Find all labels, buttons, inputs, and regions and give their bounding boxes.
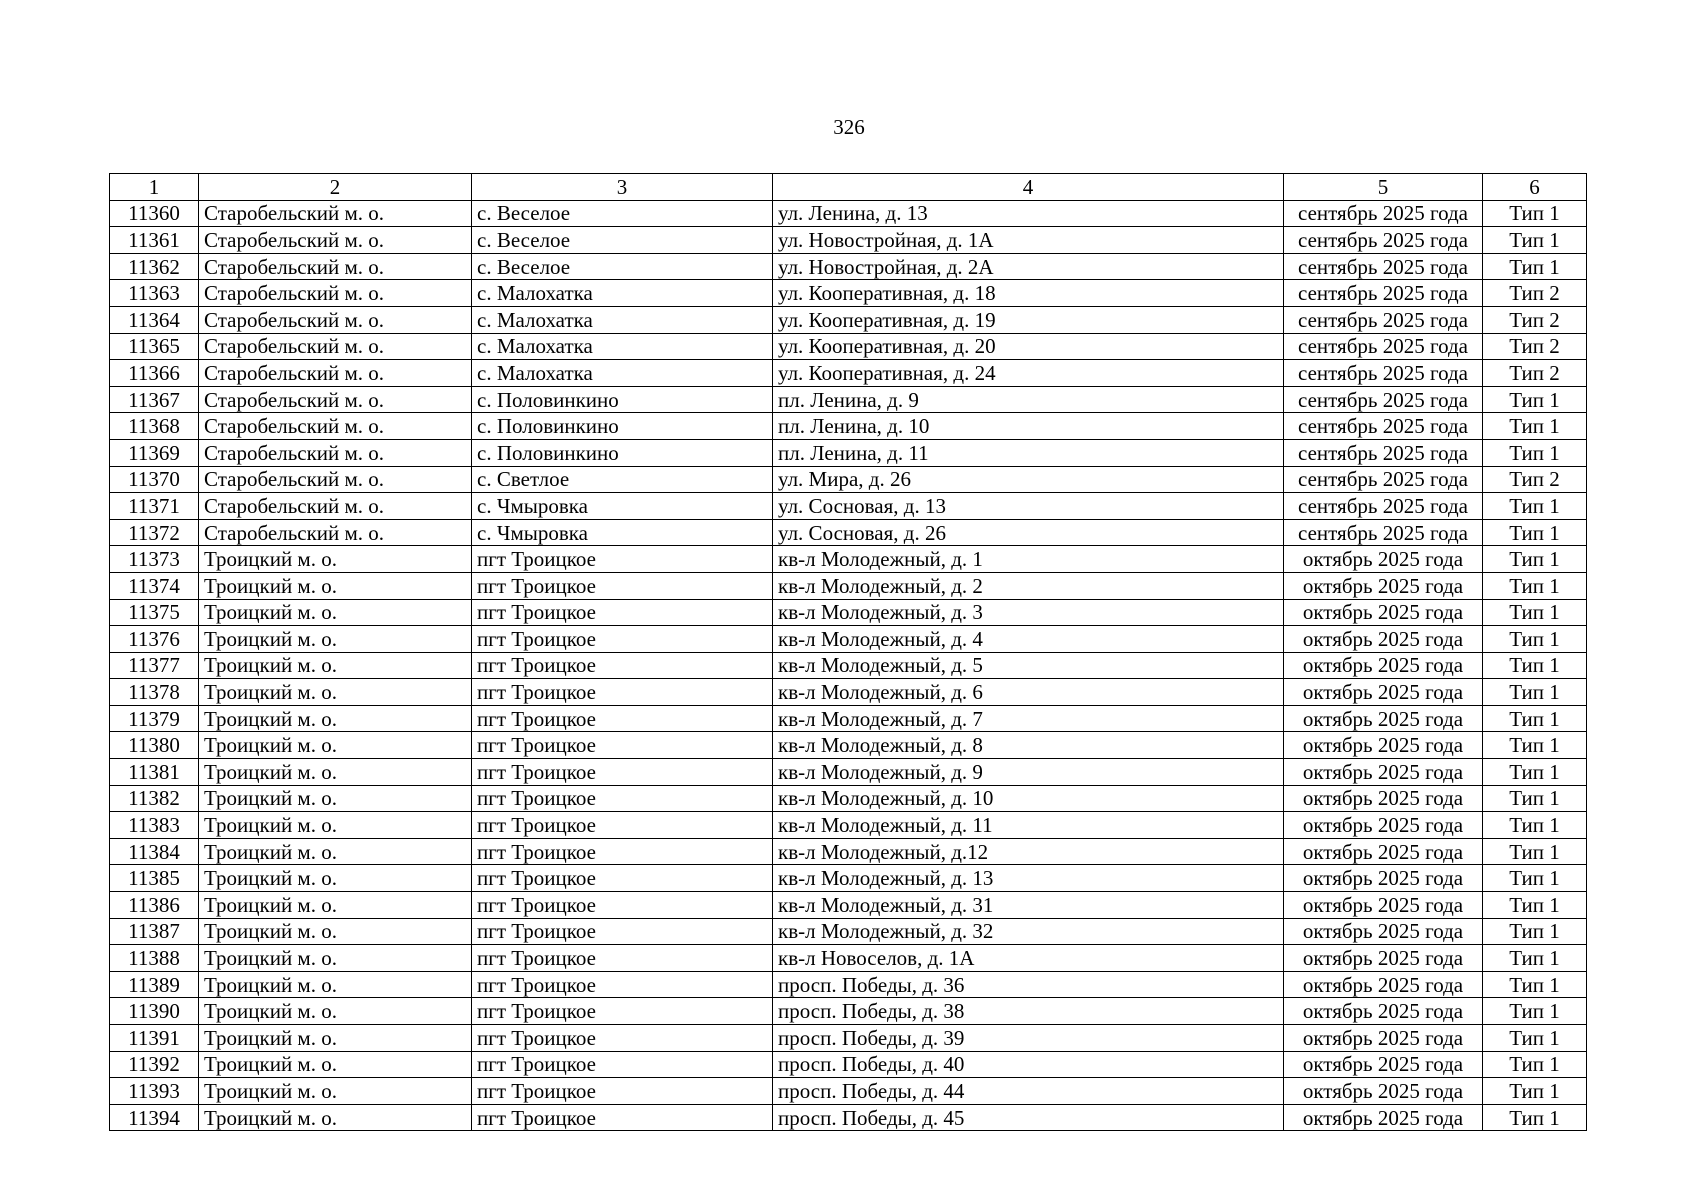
district-cell: Старобельский м. о. [199,227,472,254]
row-number-cell: 11374 [110,572,199,599]
row-number-cell: 11392 [110,1051,199,1078]
district-cell: Троицкий м. о. [199,1051,472,1078]
period-cell: октябрь 2025 года [1284,1025,1483,1052]
type-cell: Тип 2 [1483,306,1587,333]
table-row [110,306,1587,333]
settlement-cell: пгт Троицкое [472,812,773,839]
district-cell: Старобельский м. о. [199,306,472,333]
table-row [110,519,1587,546]
row-number-cell: 11362 [110,253,199,280]
type-cell: Тип 1 [1483,439,1587,466]
table-row [110,572,1587,599]
district-cell: Троицкий м. о. [199,679,472,706]
settlement-cell: пгт Троицкое [472,785,773,812]
column-header: 4 [773,174,1284,201]
district-cell: Троицкий м. о. [199,1025,472,1052]
address-cell: ул. Кооперативная, д. 19 [773,306,1284,333]
table-row [110,679,1587,706]
type-cell: Тип 1 [1483,865,1587,892]
district-cell: Троицкий м. о. [199,838,472,865]
type-cell: Тип 1 [1483,705,1587,732]
row-number-cell: 11360 [110,200,199,227]
address-cell: ул. Ленина, д. 13 [773,200,1284,227]
row-number-cell: 11370 [110,466,199,493]
type-cell: Тип 1 [1483,1051,1587,1078]
table-row [110,945,1587,972]
settlement-cell: с. Малохатка [472,333,773,360]
settlement-cell: пгт Троицкое [472,572,773,599]
period-cell: октябрь 2025 года [1284,626,1483,653]
table-row [110,386,1587,413]
row-number-cell: 11367 [110,386,199,413]
district-cell: Старобельский м. о. [199,439,472,466]
address-cell: просп. Победы, д. 40 [773,1051,1284,1078]
settlement-cell: с. Веселое [472,200,773,227]
address-cell: кв-л Молодежный, д. 4 [773,626,1284,653]
type-cell: Тип 1 [1483,971,1587,998]
settlement-cell: с. Малохатка [472,280,773,307]
period-cell: октябрь 2025 года [1284,918,1483,945]
type-cell: Тип 1 [1483,572,1587,599]
row-number-cell: 11373 [110,546,199,573]
address-cell: ул. Сосновая, д. 26 [773,519,1284,546]
address-cell: кв-л Молодежный, д. 3 [773,599,1284,626]
district-cell: Старобельский м. о. [199,200,472,227]
settlement-cell: пгт Троицкое [472,945,773,972]
settlement-cell: пгт Троицкое [472,998,773,1025]
address-cell: кв-л Молодежный, д. 11 [773,812,1284,839]
settlement-cell: пгт Троицкое [472,599,773,626]
district-cell: Троицкий м. о. [199,599,472,626]
type-cell: Тип 1 [1483,812,1587,839]
district-cell: Старобельский м. о. [199,280,472,307]
type-cell: Тип 1 [1483,1025,1587,1052]
type-cell: Тип 1 [1483,200,1587,227]
address-cell: кв-л Молодежный, д. 5 [773,652,1284,679]
table-row [110,838,1587,865]
settlement-cell: пгт Троицкое [472,546,773,573]
district-cell: Старобельский м. о. [199,333,472,360]
type-cell: Тип 1 [1483,652,1587,679]
table-row [110,918,1587,945]
period-cell: октябрь 2025 года [1284,546,1483,573]
row-number-cell: 11376 [110,626,199,653]
period-cell: октябрь 2025 года [1284,865,1483,892]
period-cell: сентябрь 2025 года [1284,386,1483,413]
settlement-cell: с. Чмыровка [472,519,773,546]
period-cell: сентябрь 2025 года [1284,227,1483,254]
table-row [110,200,1587,227]
type-cell: Тип 1 [1483,1078,1587,1105]
district-cell: Троицкий м. о. [199,732,472,759]
address-cell: кв-л Молодежный, д. 9 [773,759,1284,786]
address-cell: кв-л Молодежный, д.12 [773,838,1284,865]
period-cell: сентябрь 2025 года [1284,200,1483,227]
row-number-cell: 11381 [110,759,199,786]
row-number-cell: 11375 [110,599,199,626]
district-cell: Троицкий м. о. [199,812,472,839]
address-cell: просп. Победы, д. 39 [773,1025,1284,1052]
district-cell: Старобельский м. о. [199,519,472,546]
column-header: 3 [472,174,773,201]
row-number-cell: 11379 [110,705,199,732]
address-cell: кв-л Молодежный, д. 10 [773,785,1284,812]
table-row [110,466,1587,493]
address-cell: кв-л Молодежный, д. 31 [773,892,1284,919]
settlement-cell: пгт Троицкое [472,1078,773,1105]
district-cell: Троицкий м. о. [199,572,472,599]
row-number-cell: 11365 [110,333,199,360]
district-cell: Троицкий м. о. [199,1104,472,1131]
address-cell: пл. Ленина, д. 9 [773,386,1284,413]
period-cell: сентябрь 2025 года [1284,280,1483,307]
table-row [110,439,1587,466]
period-cell: октябрь 2025 года [1284,971,1483,998]
address-cell: пл. Ленина, д. 11 [773,439,1284,466]
row-number-cell: 11393 [110,1078,199,1105]
period-cell: октябрь 2025 года [1284,572,1483,599]
address-cell: ул. Кооперативная, д. 24 [773,360,1284,387]
period-cell: сентябрь 2025 года [1284,333,1483,360]
settlement-cell: с. Половинкино [472,413,773,440]
row-number-cell: 11382 [110,785,199,812]
district-cell: Троицкий м. о. [199,652,472,679]
row-number-cell: 11380 [110,732,199,759]
row-number-cell: 11385 [110,865,199,892]
settlement-cell: с. Половинкино [472,386,773,413]
period-cell: сентябрь 2025 года [1284,519,1483,546]
type-cell: Тип 1 [1483,945,1587,972]
settlement-cell: с. Светлое [472,466,773,493]
type-cell: Тип 1 [1483,413,1587,440]
settlement-cell: пгт Троицкое [472,626,773,653]
address-cell: кв-л Молодежный, д. 6 [773,679,1284,706]
period-cell: октябрь 2025 года [1284,945,1483,972]
period-cell: октябрь 2025 года [1284,812,1483,839]
period-cell: сентябрь 2025 года [1284,413,1483,440]
registry-table [109,173,1587,1131]
table-row [110,1051,1587,1078]
type-cell: Тип 1 [1483,892,1587,919]
table-row [110,253,1587,280]
period-cell: октябрь 2025 года [1284,759,1483,786]
period-cell: октябрь 2025 года [1284,679,1483,706]
settlement-cell: пгт Троицкое [472,705,773,732]
row-number-cell: 11364 [110,306,199,333]
settlement-cell: с. Малохатка [472,306,773,333]
row-number-cell: 11378 [110,679,199,706]
settlement-cell: с. Веселое [472,227,773,254]
address-cell: ул. Кооперативная, д. 18 [773,280,1284,307]
address-cell: кв-л Молодежный, д. 32 [773,918,1284,945]
settlement-cell: пгт Троицкое [472,759,773,786]
period-cell: октябрь 2025 года [1284,705,1483,732]
district-cell: Троицкий м. о. [199,892,472,919]
type-cell: Тип 2 [1483,466,1587,493]
district-cell: Троицкий м. о. [199,1078,472,1105]
address-cell: просп. Победы, д. 45 [773,1104,1284,1131]
table-row [110,785,1587,812]
row-number-cell: 11384 [110,838,199,865]
settlement-cell: пгт Троицкое [472,865,773,892]
type-cell: Тип 1 [1483,493,1587,520]
table-row [110,652,1587,679]
settlement-cell: пгт Троицкое [472,1025,773,1052]
settlement-cell: пгт Троицкое [472,652,773,679]
address-cell: просп. Победы, д. 38 [773,998,1284,1025]
district-cell: Троицкий м. о. [199,918,472,945]
settlement-cell: пгт Троицкое [472,918,773,945]
address-cell: просп. Победы, д. 44 [773,1078,1284,1105]
table-row [110,892,1587,919]
address-cell: ул. Новостройная, д. 1А [773,227,1284,254]
type-cell: Тип 1 [1483,253,1587,280]
row-number-cell: 11366 [110,360,199,387]
settlement-cell: с. Половинкино [472,439,773,466]
period-cell: сентябрь 2025 года [1284,439,1483,466]
address-cell: кв-л Молодежный, д. 13 [773,865,1284,892]
type-cell: Тип 1 [1483,838,1587,865]
address-cell: ул. Новостройная, д. 2А [773,253,1284,280]
settlement-cell: с. Веселое [472,253,773,280]
row-number-cell: 11389 [110,971,199,998]
table-header-row [110,174,1587,201]
district-cell: Троицкий м. о. [199,546,472,573]
district-cell: Троицкий м. о. [199,945,472,972]
row-number-cell: 11390 [110,998,199,1025]
period-cell: сентябрь 2025 года [1284,466,1483,493]
address-cell: кв-л Молодежный, д. 1 [773,546,1284,573]
period-cell: октябрь 2025 года [1284,1051,1483,1078]
type-cell: Тип 1 [1483,679,1587,706]
table-row [110,998,1587,1025]
period-cell: сентябрь 2025 года [1284,493,1483,520]
column-header: 6 [1483,174,1587,201]
column-header: 1 [110,174,199,201]
table-row [110,413,1587,440]
table-row [110,360,1587,387]
period-cell: сентябрь 2025 года [1284,253,1483,280]
settlement-cell: пгт Троицкое [472,679,773,706]
period-cell: октябрь 2025 года [1284,652,1483,679]
row-number-cell: 11394 [110,1104,199,1131]
table-row [110,812,1587,839]
column-header: 2 [199,174,472,201]
table-row [110,971,1587,998]
type-cell: Тип 1 [1483,599,1587,626]
district-cell: Троицкий м. о. [199,759,472,786]
table-row [110,493,1587,520]
address-cell: пл. Ленина, д. 10 [773,413,1284,440]
row-number-cell: 11363 [110,280,199,307]
district-cell: Старобельский м. о. [199,360,472,387]
table-row [110,599,1587,626]
table-row [110,759,1587,786]
table-row [110,626,1587,653]
period-cell: октябрь 2025 года [1284,998,1483,1025]
settlement-cell: с. Чмыровка [472,493,773,520]
period-cell: сентябрь 2025 года [1284,360,1483,387]
type-cell: Тип 2 [1483,360,1587,387]
table-row [110,705,1587,732]
period-cell: октябрь 2025 года [1284,599,1483,626]
settlement-cell: пгт Троицкое [472,732,773,759]
address-cell: ул. Сосновая, д. 13 [773,493,1284,520]
district-cell: Старобельский м. о. [199,413,472,440]
row-number-cell: 11387 [110,918,199,945]
row-number-cell: 11371 [110,493,199,520]
address-cell: ул. Кооперативная, д. 20 [773,333,1284,360]
settlement-cell: пгт Троицкое [472,971,773,998]
type-cell: Тип 2 [1483,280,1587,307]
type-cell: Тип 1 [1483,227,1587,254]
address-cell: кв-л Новоселов, д. 1А [773,945,1284,972]
district-cell: Старобельский м. о. [199,253,472,280]
district-cell: Троицкий м. о. [199,626,472,653]
row-number-cell: 11368 [110,413,199,440]
table-row [110,1025,1587,1052]
type-cell: Тип 1 [1483,918,1587,945]
type-cell: Тип 1 [1483,546,1587,573]
settlement-cell: пгт Троицкое [472,1051,773,1078]
settlement-cell: с. Малохатка [472,360,773,387]
type-cell: Тип 1 [1483,998,1587,1025]
type-cell: Тип 1 [1483,1104,1587,1131]
address-cell: просп. Победы, д. 36 [773,971,1284,998]
table-row [110,280,1587,307]
settlement-cell: пгт Троицкое [472,892,773,919]
type-cell: Тип 1 [1483,732,1587,759]
district-cell: Старобельский м. о. [199,466,472,493]
row-number-cell: 11369 [110,439,199,466]
district-cell: Троицкий м. о. [199,785,472,812]
period-cell: октябрь 2025 года [1284,732,1483,759]
type-cell: Тип 1 [1483,519,1587,546]
table-row [110,732,1587,759]
type-cell: Тип 2 [1483,333,1587,360]
row-number-cell: 11372 [110,519,199,546]
period-cell: октябрь 2025 года [1284,892,1483,919]
district-cell: Старобельский м. о. [199,386,472,413]
address-cell: кв-л Молодежный, д. 2 [773,572,1284,599]
column-header: 5 [1284,174,1483,201]
table-row [110,546,1587,573]
address-cell: кв-л Молодежный, д. 8 [773,732,1284,759]
type-cell: Тип 1 [1483,785,1587,812]
district-cell: Троицкий м. о. [199,998,472,1025]
settlement-cell: пгт Троицкое [472,1104,773,1131]
district-cell: Троицкий м. о. [199,865,472,892]
type-cell: Тип 1 [1483,759,1587,786]
settlement-cell: пгт Троицкое [472,838,773,865]
row-number-cell: 11386 [110,892,199,919]
period-cell: октябрь 2025 года [1284,785,1483,812]
table-row [110,1078,1587,1105]
page-number: 326 [833,115,865,139]
table-row [110,333,1587,360]
address-cell: ул. Мира, д. 26 [773,466,1284,493]
address-cell: кв-л Молодежный, д. 7 [773,705,1284,732]
period-cell: октябрь 2025 года [1284,838,1483,865]
district-cell: Старобельский м. о. [199,493,472,520]
row-number-cell: 11377 [110,652,199,679]
row-number-cell: 11391 [110,1025,199,1052]
district-cell: Троицкий м. о. [199,971,472,998]
table-row [110,227,1587,254]
period-cell: октябрь 2025 года [1284,1104,1483,1131]
type-cell: Тип 1 [1483,386,1587,413]
period-cell: октябрь 2025 года [1284,1078,1483,1105]
district-cell: Троицкий м. о. [199,705,472,732]
row-number-cell: 11388 [110,945,199,972]
row-number-cell: 11361 [110,227,199,254]
table-body [110,200,1587,1131]
type-cell: Тип 1 [1483,626,1587,653]
table-row [110,1104,1587,1131]
table-row [110,865,1587,892]
period-cell: сентябрь 2025 года [1284,306,1483,333]
row-number-cell: 11383 [110,812,199,839]
